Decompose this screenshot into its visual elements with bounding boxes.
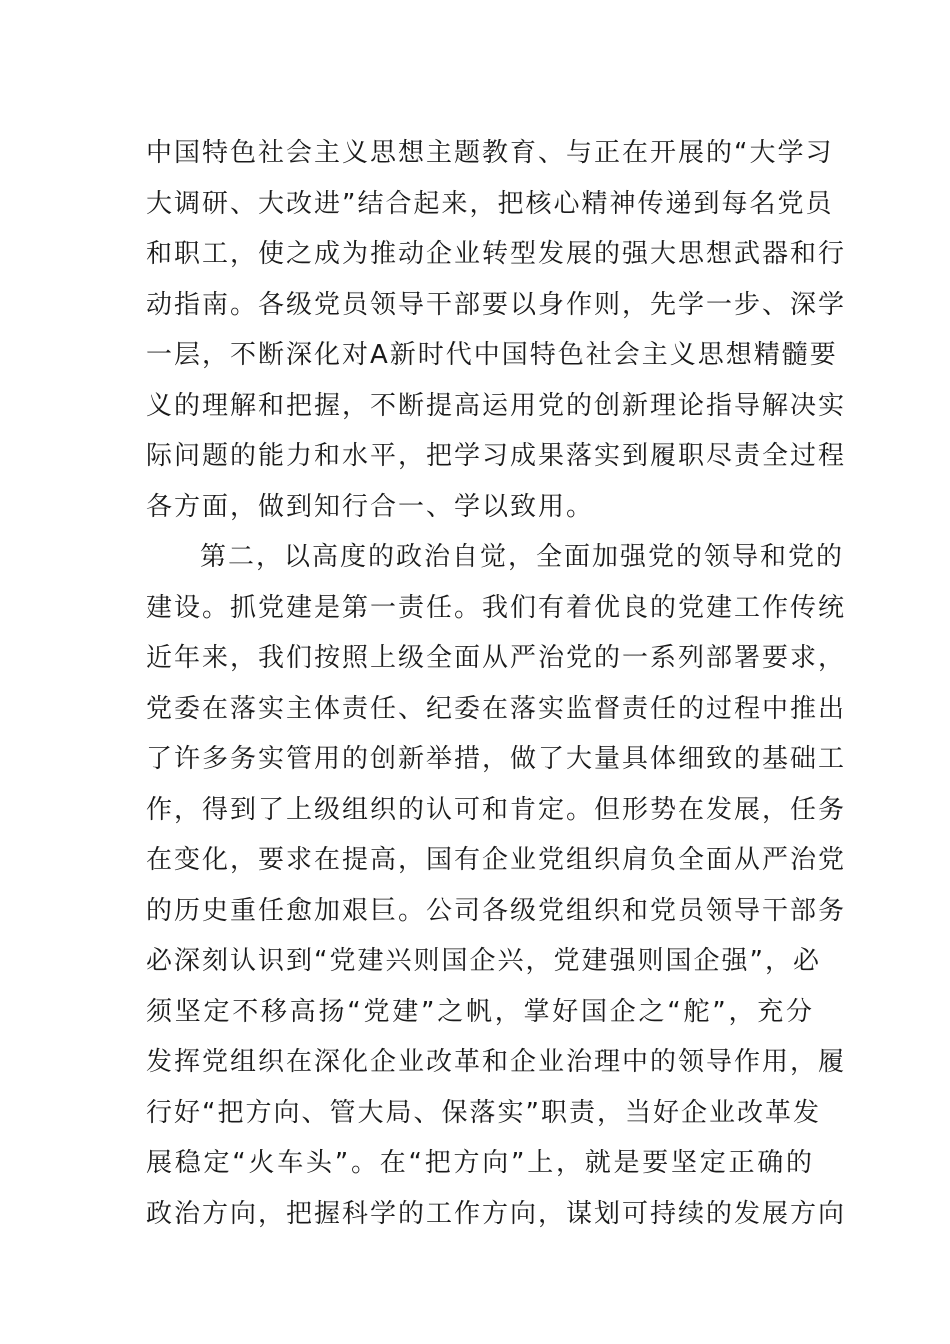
text-line: 须坚定不移高扬“党建”之帆，掌好国企之“舵”，充分 (146, 996, 814, 1027)
text-line: 第二，以高度的政治自觉，全面加强党的领导和党的 (200, 542, 845, 572)
text-line: 际问题的能力和水平，把学习成果落实到履职尽责全过程 (146, 441, 847, 471)
text-line: 义的理解和把握，不断提高运用党的创新理论指导解决实 (146, 390, 847, 421)
text-line: 动指南。各级党员领导干部要以身作则，先学一步、深学 (146, 289, 847, 320)
text-line: 在变化，要求在提高，国有企业党组织肩负全面从严治党 (146, 845, 847, 875)
text-line: 的历史重任愈加艰巨。公司各级党组织和党员领导干部务 (146, 895, 847, 926)
body-text (146, 128, 847, 1239)
text-line: 一层，不断深化对A新时代中国特色社会主义思想精髓要 (146, 340, 838, 370)
paragraph-2 (146, 532, 847, 1239)
text-line: 中国特色社会主义思想主题教育、与正在开展的“大学习 (146, 138, 834, 168)
text-line: 近年来，我们按照上级全面从严治党的一系列部署要求， (146, 643, 847, 673)
text-line: 大调研、大改进”结合起来，把核心精神传递到每名党员 (146, 188, 834, 219)
text-line: 发挥党组织在深化企业改革和企业治理中的领导作用，履 (146, 1047, 847, 1077)
text-line: 党委在落实主体责任、纪委在落实监督责任的过程中推出 (146, 693, 847, 724)
text-line: 和职工，使之成为推动企业转型发展的强大思想武器和行 (146, 239, 847, 269)
text-line: 行好“把方向、管大局、保落实”职责，当好企业改革发 (146, 1097, 821, 1128)
text-line: 政治方向，把握科学的工作方向，谋划可持续的发展方向 (146, 1198, 847, 1229)
text-line: 各方面，做到知行合一、学以致用。 (146, 491, 595, 522)
text-line: 建设。抓党建是第一责任。我们有着优良的党建工作传统 (146, 592, 847, 623)
paragraph-1 (146, 128, 847, 532)
text-line: 作，得到了上级组织的认可和肯定。但形势在发展，任务 (146, 794, 847, 825)
text-line: 了许多务实管用的创新举措，做了大量具体细致的基础工 (146, 744, 847, 774)
text-line: 展稳定“火车头”。在“把方向”上，就是要坚定正确的 (146, 1148, 814, 1178)
text-line: 必深刻认识到“党建兴则国企兴，党建强则国企强”，必 (146, 946, 821, 976)
